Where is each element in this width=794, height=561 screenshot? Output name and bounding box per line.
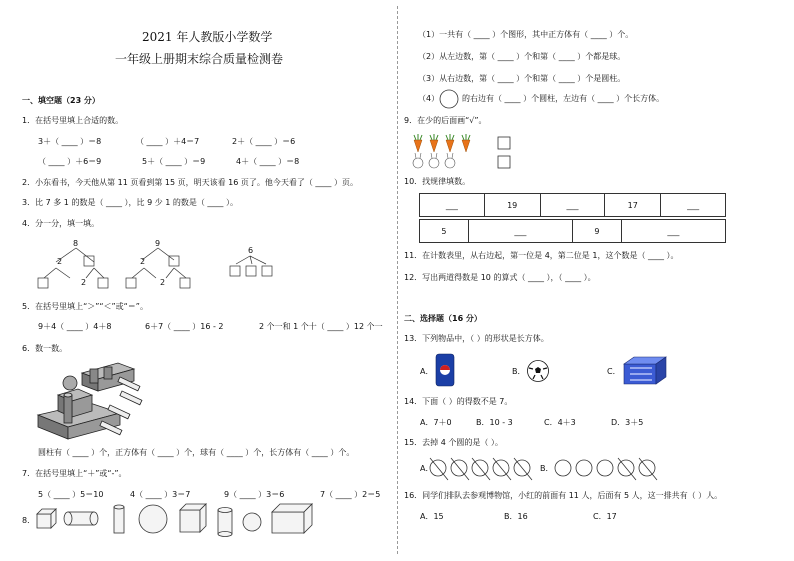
tree-node: 2 — [81, 278, 87, 287]
seq-cell: 19 — [484, 194, 540, 217]
q15-option-a: A． — [420, 464, 434, 473]
q13-text: 13．下列物品中，（ ）的形状是长方体。 — [404, 334, 549, 343]
q8-part2: （2）从左边数，第（ ____ ）个和第（ ____ ）个都是球。 — [418, 52, 626, 61]
q14-option: C．4＋3 — [544, 418, 576, 427]
q14-option: B．10 - 3 — [476, 418, 513, 427]
q7-eq: 5（ ____ ）5＝10 — [38, 490, 104, 499]
q7-eq: 7（ ____ ）2＝5 — [320, 490, 381, 499]
q1-eq: 5＋（ ____ ）＝9 — [142, 157, 206, 166]
q16-text: 16．同学们排队去参观博物馆，小红的前面有 11 人，后面有 5 人，这一排共有（ ）人。 — [404, 491, 723, 500]
seq-cell: 9 — [572, 220, 621, 243]
tree-node: 2 — [140, 257, 146, 266]
section-choice: 二、选择题（16 分） — [404, 314, 482, 323]
q8-part4-prefix: （4） — [418, 94, 440, 103]
tree-root: 9 — [155, 239, 161, 248]
q1-eq: 2＋（ ____ ）＝6 — [232, 137, 296, 146]
tree-root: 6 — [248, 246, 254, 255]
q14-text: 14．下面（ ）的得数不是 7。 — [404, 397, 513, 406]
q16-option: A．15 — [420, 512, 444, 521]
seq-cell: ___ — [468, 220, 572, 243]
q1-eq: 3＋（ ____ ）＝8 — [38, 137, 102, 146]
option-c: C． — [607, 367, 621, 376]
section-fill-in: 一、填空题（23 分） — [22, 96, 100, 105]
q16-option: C．17 — [593, 512, 617, 521]
tree-root: 8 — [73, 239, 79, 248]
q7-text: 7．在括号里填上“＋”或“-”。 — [22, 469, 127, 478]
seq-cell: ___ — [621, 220, 725, 243]
seq-cell: 17 — [605, 194, 661, 217]
q12-text: 12．写出两道得数是 10 的算式（ ____ ），（ ____ ）。 — [404, 273, 596, 282]
option-b: B． — [512, 367, 526, 376]
q1-text: 1．在括号里填上合适的数。 — [22, 116, 124, 125]
q8-part1: （1）一共有（ ____ ）个图形，其中正方体有（ ____ ）个。 — [418, 30, 634, 39]
q16-option: B．16 — [504, 512, 528, 521]
q15-option-b: B． — [540, 464, 554, 473]
q10-text: 10．找规律填数。 — [404, 177, 471, 186]
seq-cell: 5 — [420, 220, 469, 243]
q1-eq: （ ____ ）＋6＝9 — [38, 157, 102, 166]
exam-title-line1: 2021 年人教版小学数学 — [142, 30, 273, 44]
q6-text: 6．数一数。 — [22, 344, 68, 353]
q5-compare: 2 个一和 1 个十（ ____ ）12 个一 — [259, 322, 383, 331]
option-a: A． — [420, 367, 434, 376]
q14-option: A．7＋0 — [420, 418, 452, 427]
q7-eq: 4（ ____ ）3＝7 — [130, 490, 191, 499]
tree-node: 2 — [160, 278, 166, 287]
q1-eq: （ ____ ）＋4＝7 — [136, 137, 200, 146]
q2-text: 2．小东看书，今天他从第 11 页看到第 15 页，明天该看 16 页了。他今天看了（ ____ ）页。 — [22, 178, 358, 187]
q6-answer: 圆柱有（ ____ ）个，正方体有（ ____ ）个，球有（ ____ ）个，长方体有（ ____ ）个。 — [38, 448, 355, 457]
q5-text: 5．在括号里填上“＞”“＜”或“＝”。 — [22, 302, 148, 311]
q11-text: 11．在计数表里，从右边起，第一位是 4，第二位是 1，这个数是（ ____ ）。 — [404, 251, 679, 260]
q8-part3: （3）从右边数，第（ ____ ）个和第（ ____ ）个是圆柱。 — [418, 74, 626, 83]
seq-cell: ___ — [661, 194, 726, 217]
q9-text: 9．在少的后面画“√”。 — [404, 116, 487, 125]
q7-eq: 9（ ____ ）3＝6 — [224, 490, 285, 499]
q4-text: 4．分一分，填一填。 — [22, 219, 100, 228]
q14-option: D．3＋5 — [611, 418, 644, 427]
q5-compare: 9＋4（ ____ ）4＋8 — [38, 322, 112, 331]
exam-title-line2: 一年级上册期末综合质量检测卷 — [115, 52, 284, 66]
q8-part4: 的右边有（ ____ ）个圆柱，左边有（ ____ ）个长方体。 — [462, 94, 665, 103]
q8-label: 8． — [22, 516, 36, 525]
tree-node: 2 — [57, 257, 63, 266]
q3-text: 3．比 7 多 1 的数是（ ____ ），比 9 少 1 的数是（ ____ ）。 — [22, 198, 238, 207]
q5-compare: 6＋7（ ____ ）16 - 2 — [145, 322, 224, 331]
q1-eq: 4＋（ ____ ）＝8 — [236, 157, 300, 166]
seq-cell: ___ — [540, 194, 605, 217]
seq-cell: ___ — [420, 194, 485, 217]
q15-text: 15．去掉 4 个圆的是（ ）。 — [404, 438, 503, 447]
